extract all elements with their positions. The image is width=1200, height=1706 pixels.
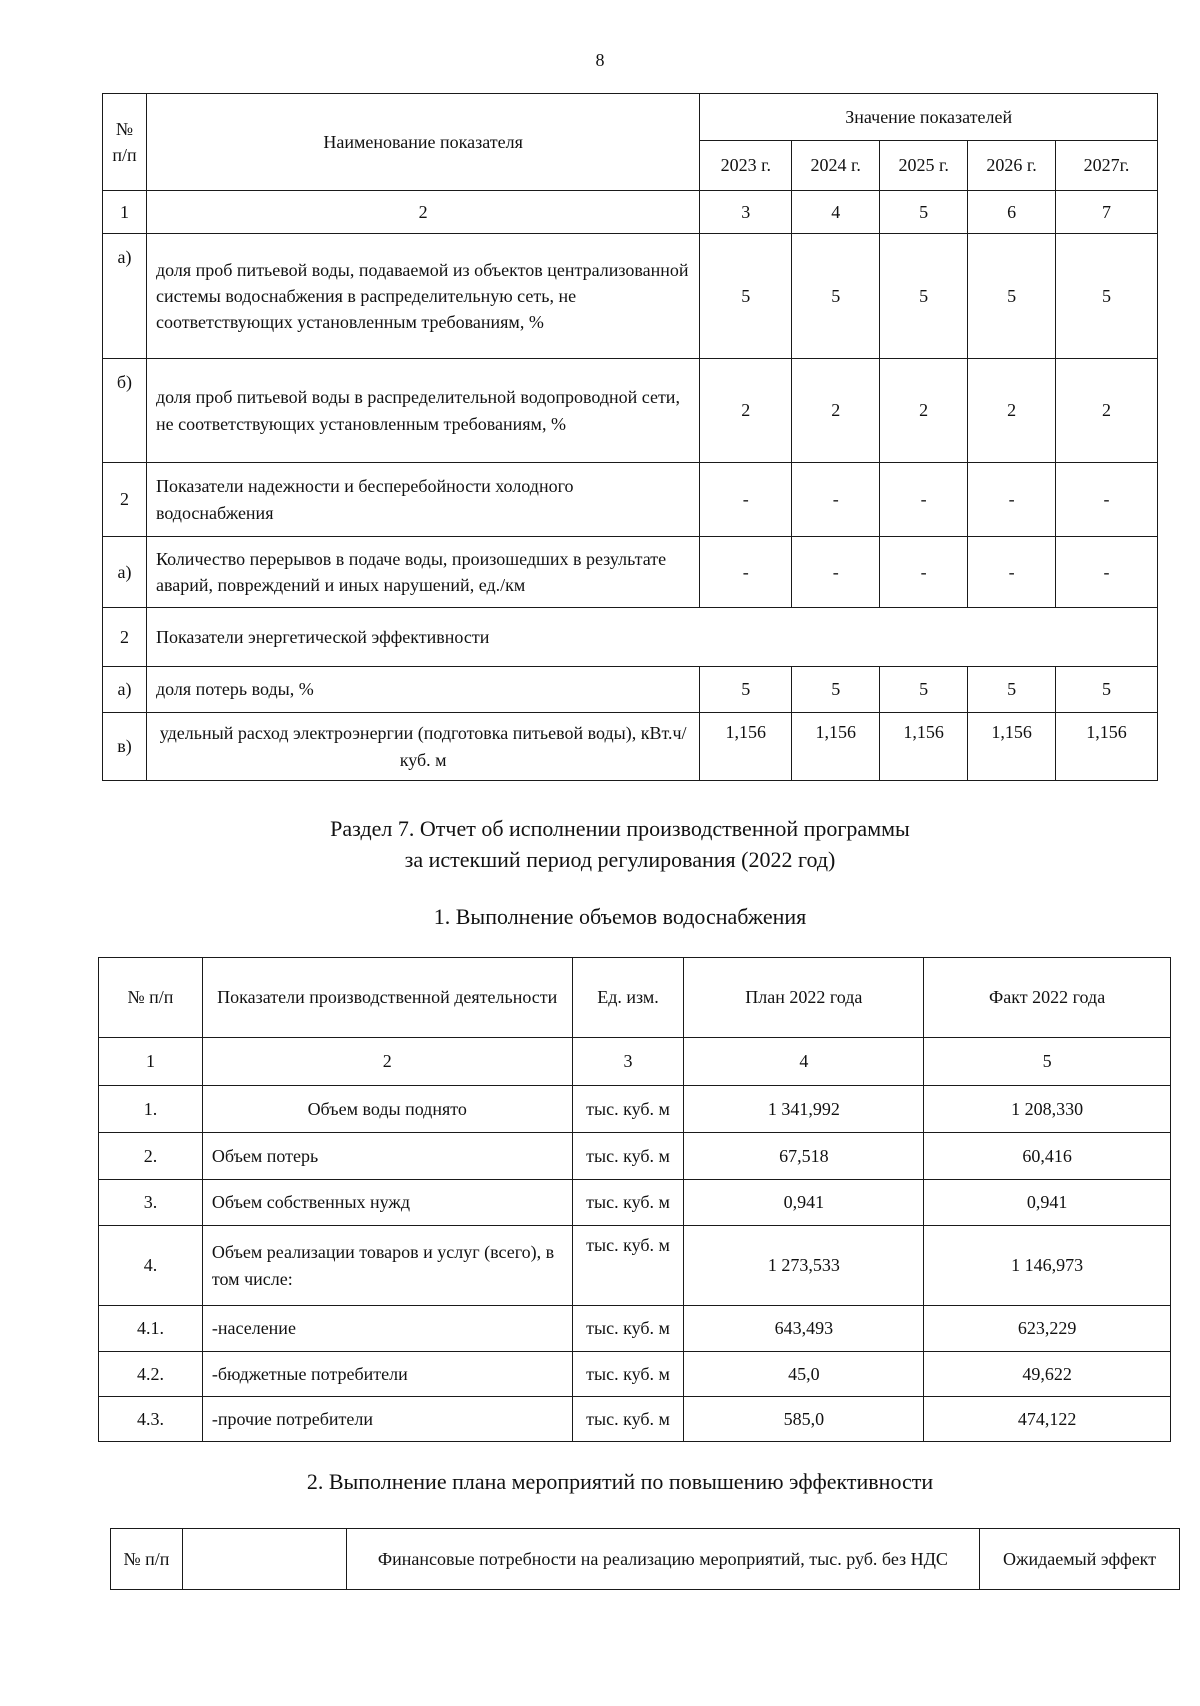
row-value: - bbox=[880, 463, 968, 537]
row-value: 2 bbox=[968, 359, 1056, 463]
measures-table bbox=[110, 1528, 1180, 1590]
header-values-group: Значение показателей bbox=[700, 94, 1158, 141]
row-num: 3. bbox=[99, 1180, 203, 1226]
index-cell: 7 bbox=[1056, 191, 1158, 234]
row-value: - bbox=[880, 537, 968, 608]
row-value: 5 bbox=[700, 667, 792, 713]
row-value: 1,156 bbox=[1056, 713, 1158, 781]
row-value: 5 bbox=[968, 234, 1056, 359]
row-value: 5 bbox=[968, 667, 1056, 713]
row-plan: 45,0 bbox=[684, 1352, 924, 1397]
row-value: 5 bbox=[880, 234, 968, 359]
row-unit: тыс. куб. м bbox=[572, 1306, 684, 1352]
row-unit: тыс. куб. м bbox=[572, 1352, 684, 1397]
row-value: 5 bbox=[1056, 667, 1158, 713]
row-name: Объем реализации товаров и услуг (всего), в том числе: bbox=[202, 1226, 572, 1306]
index-row bbox=[103, 191, 1158, 234]
row-plan: 585,0 bbox=[684, 1397, 924, 1442]
header-year: 2024 г. bbox=[792, 141, 880, 191]
header-effect: Ожидаемый эффект bbox=[980, 1529, 1180, 1590]
row-plan: 1 273,533 bbox=[684, 1226, 924, 1306]
header-unit: Ед. изм. bbox=[572, 958, 684, 1038]
table-row bbox=[103, 359, 1158, 463]
row-name: -бюджетные потребители bbox=[202, 1352, 572, 1397]
row-num: 1. bbox=[99, 1086, 203, 1133]
row-plan: 1 341,992 bbox=[684, 1086, 924, 1133]
row-num: 4.2. bbox=[99, 1352, 203, 1397]
row-value: - bbox=[700, 537, 792, 608]
header-year: 2027г. bbox=[1056, 141, 1158, 191]
row-fact: 1 146,973 bbox=[924, 1226, 1171, 1306]
row-value: 1,156 bbox=[968, 713, 1056, 781]
table-row bbox=[103, 537, 1158, 608]
index-cell: 6 bbox=[968, 191, 1056, 234]
table-row bbox=[103, 608, 1158, 667]
index-cell: 4 bbox=[792, 191, 880, 234]
table-row bbox=[103, 713, 1158, 781]
section-7-title-line2: за истекший период регулирования (2022 год) bbox=[404, 846, 836, 872]
header-num: № п/п bbox=[99, 958, 203, 1038]
row-value: 5 bbox=[792, 234, 880, 359]
row-value: 1,156 bbox=[880, 713, 968, 781]
row-value: - bbox=[968, 463, 1056, 537]
section-7-title-line1: Раздел 7. Отчет об исполнении производственной программы bbox=[330, 816, 910, 841]
row-value: 5 bbox=[1056, 234, 1158, 359]
table-row bbox=[99, 1133, 1171, 1180]
row-num: в) bbox=[103, 713, 147, 781]
index-row bbox=[99, 1038, 1171, 1086]
header-name: Наименование показателя bbox=[146, 94, 699, 191]
row-num: 2 bbox=[103, 608, 147, 667]
row-value: 2 bbox=[880, 359, 968, 463]
row-name: -население bbox=[202, 1306, 572, 1352]
header-measure bbox=[182, 1529, 346, 1590]
index-cell: 1 bbox=[99, 1038, 203, 1086]
row-num: 2 bbox=[103, 463, 147, 537]
header-name: Показатели производственной деятельности bbox=[202, 958, 572, 1038]
table-row bbox=[103, 667, 1158, 713]
row-num: б) bbox=[103, 359, 147, 463]
row-name: Показатели надежности и бесперебойности холодного водоснабжения bbox=[146, 463, 699, 537]
row-value: 5 bbox=[792, 667, 880, 713]
index-cell: 2 bbox=[202, 1038, 572, 1086]
row-unit: тыс. куб. м bbox=[572, 1397, 684, 1442]
section-7-title bbox=[0, 814, 1200, 876]
header-finance: Финансовые потребности на реализацию мероприятий, тыс. руб. без НДС bbox=[346, 1529, 979, 1590]
subsection-1-title: 1. Выполнение объемов водоснабжения bbox=[433, 904, 807, 929]
row-unit: тыс. куб. м bbox=[572, 1133, 684, 1180]
row-num: а) bbox=[103, 537, 147, 608]
row-value: - bbox=[792, 537, 880, 608]
row-value: - bbox=[792, 463, 880, 537]
row-name: доля потерь воды, % bbox=[146, 667, 699, 713]
row-value: - bbox=[700, 463, 792, 537]
row-name: Объем воды поднято bbox=[202, 1086, 572, 1133]
table-row bbox=[99, 1352, 1171, 1397]
row-num: 4.3. bbox=[99, 1397, 203, 1442]
row-value: 5 bbox=[700, 234, 792, 359]
row-name: доля проб питьевой воды, подаваемой из объектов централизованной системы водоснабжения в распределительную сеть, не соответствующих установленным требованиям, % bbox=[146, 234, 699, 359]
header-year: 2026 г. bbox=[968, 141, 1056, 191]
index-cell: 1 bbox=[103, 191, 147, 234]
row-name: Объем потерь bbox=[202, 1133, 572, 1180]
row-value: 2 bbox=[792, 359, 880, 463]
row-value: 1,156 bbox=[700, 713, 792, 781]
table-row bbox=[99, 1226, 1171, 1306]
row-value: 1,156 bbox=[792, 713, 880, 781]
row-plan: 643,493 bbox=[684, 1306, 924, 1352]
row-fact: 60,416 bbox=[924, 1133, 1171, 1180]
table-row bbox=[99, 1180, 1171, 1226]
row-value: - bbox=[1056, 537, 1158, 608]
index-cell: 4 bbox=[684, 1038, 924, 1086]
table-row bbox=[103, 463, 1158, 537]
row-plan: 67,518 bbox=[684, 1133, 924, 1180]
row-num: 2. bbox=[99, 1133, 203, 1180]
index-cell: 5 bbox=[880, 191, 968, 234]
row-fact: 623,229 bbox=[924, 1306, 1171, 1352]
row-num: 4.1. bbox=[99, 1306, 203, 1352]
index-cell: 3 bbox=[700, 191, 792, 234]
row-name: Показатели энергетической эффективности bbox=[146, 608, 1157, 667]
row-num: а) bbox=[103, 667, 147, 713]
indicators-table bbox=[102, 93, 1158, 781]
page-number: 8 bbox=[595, 50, 605, 70]
row-fact: 474,122 bbox=[924, 1397, 1171, 1442]
header-num: № п/п bbox=[111, 1529, 183, 1590]
row-name: доля проб питьевой воды в распределительной водопроводной сети, не соответствующих установленным требованиям, % bbox=[146, 359, 699, 463]
table-row bbox=[99, 1397, 1171, 1442]
row-name: Количество перерывов в подаче воды, произошедших в результате аварий, повреждений и иных нарушений, ед./км bbox=[146, 537, 699, 608]
header-fact: Факт 2022 года bbox=[924, 958, 1171, 1038]
row-unit: тыс. куб. м bbox=[572, 1086, 684, 1133]
volumes-table bbox=[98, 957, 1171, 1442]
header-plan: План 2022 года bbox=[684, 958, 924, 1038]
row-num: а) bbox=[103, 234, 147, 359]
header-year: 2023 г. bbox=[700, 141, 792, 191]
row-value: 5 bbox=[880, 667, 968, 713]
row-unit: тыс. куб. м bbox=[572, 1226, 684, 1306]
table-header-row bbox=[111, 1529, 1180, 1590]
row-name: Объем собственных нужд bbox=[202, 1180, 572, 1226]
row-unit: тыс. куб. м bbox=[572, 1180, 684, 1226]
row-fact: 49,622 bbox=[924, 1352, 1171, 1397]
row-value: 2 bbox=[1056, 359, 1158, 463]
row-value: - bbox=[968, 537, 1056, 608]
table-row bbox=[99, 1086, 1171, 1133]
header-year: 2025 г. bbox=[880, 141, 968, 191]
row-fact: 0,941 bbox=[924, 1180, 1171, 1226]
table-row bbox=[99, 1306, 1171, 1352]
header-num: № п/п bbox=[103, 94, 147, 191]
row-name: -прочие потребители bbox=[202, 1397, 572, 1442]
row-fact: 1 208,330 bbox=[924, 1086, 1171, 1133]
index-cell: 3 bbox=[572, 1038, 684, 1086]
index-cell: 2 bbox=[146, 191, 699, 234]
subsection-2-title: 2. Выполнение плана мероприятий по повышению эффективности bbox=[306, 1469, 934, 1494]
table-row bbox=[103, 234, 1158, 359]
index-cell: 5 bbox=[924, 1038, 1171, 1086]
row-plan: 0,941 bbox=[684, 1180, 924, 1226]
row-value: 2 bbox=[700, 359, 792, 463]
row-num: 4. bbox=[99, 1226, 203, 1306]
row-name: удельный расход электроэнергии (подготовка питьевой воды), кВт.ч/куб. м bbox=[146, 713, 699, 781]
row-value: - bbox=[1056, 463, 1158, 537]
